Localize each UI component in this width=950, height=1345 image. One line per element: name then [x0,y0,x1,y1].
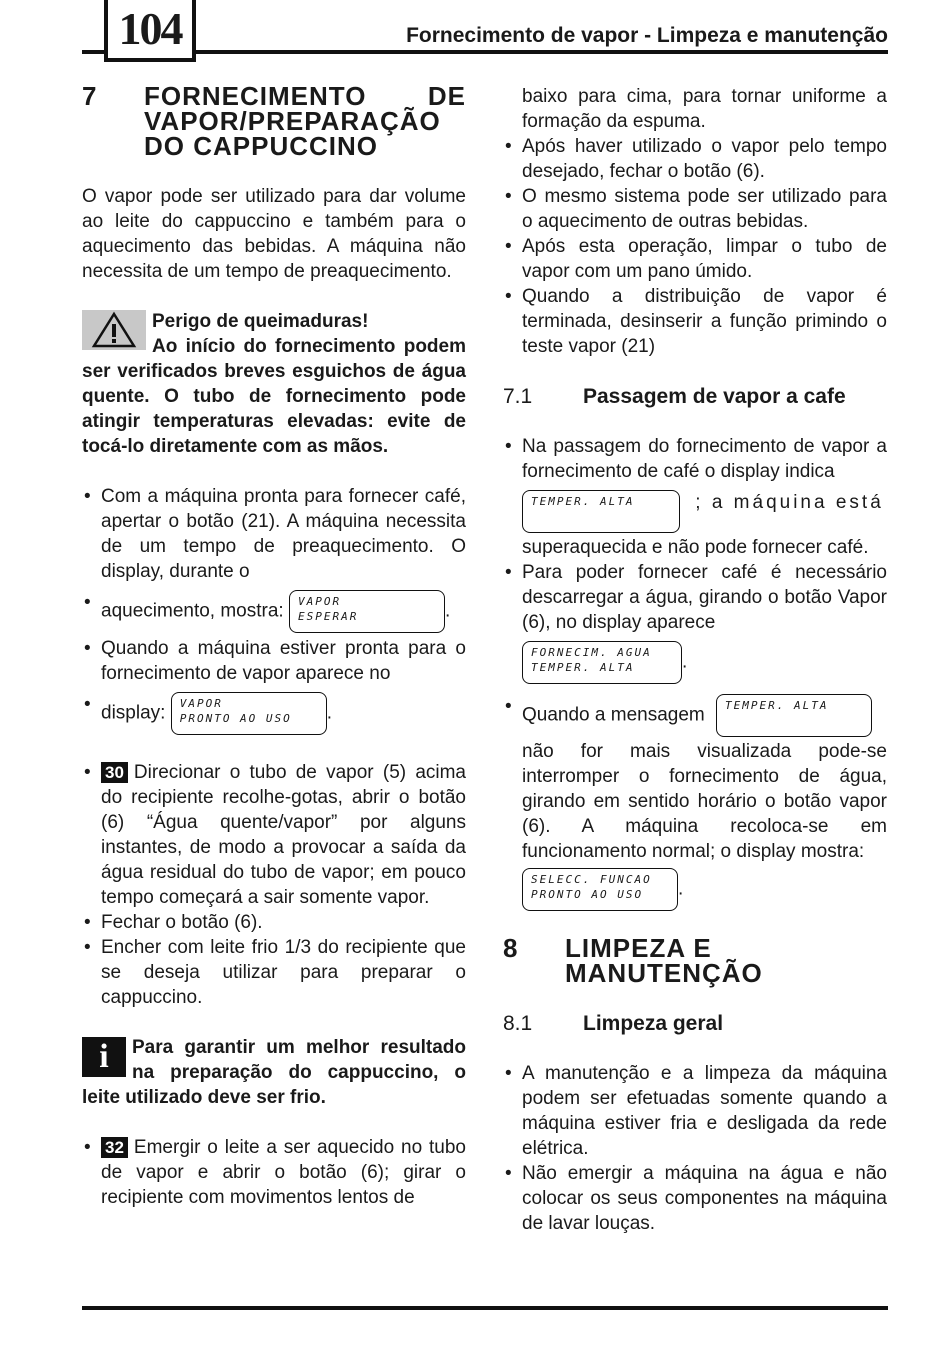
figure-ref-badge: 30 [101,762,128,783]
header-rule [82,50,888,54]
continued-text: baixo para cima, para tornar uniforme a formação da espuma. [522,86,887,132]
list-item: • Fechar o botão (6). [82,910,466,935]
list-item: • 30 Direcionar o tubo de vapor (5) acima do recipiente recolhe-gotas, abrir o botão (6) “Água quente/vapor” por alguns instantes, de modo a provocar a saída da água residual do tubo de vapor; em pouco tempo começará a sair somente vapor. [82,760,466,910]
list-item: • Quando a máquina estiver pronta para o fornecimento de vapor aparece no [82,636,466,686]
list-item: • Na passagem do fornecimento de vapor a fornecimento de café o display indica [503,434,887,484]
lcd-display: FORNECIM. AGUA TEMPER. ALTA [522,641,682,684]
footer-rule [82,1306,888,1310]
warning-text: Ao início do fornecimento podem ser verificados breves esguichos de água quente. O tubo de fornecimento pode atingir temperaturas elevadas: evite de tocá-lo diretamente com as mãos. [82,336,466,457]
list-item: • Para poder fornecer café é necessário descarregar a água, girando o botão Vapor (6), no display aparece [503,560,887,635]
intro-paragraph: O vapor pode ser utilizado para dar volume ao leite do cappuccino e também para o aquecimento das bebidas. A máquina não necessita de um tempo de preaquecimento. [82,186,466,282]
list-item: • Não emergir a máquina na água e não colocar os seus componentes na máquina de lavar louças. [503,1161,887,1236]
list-item: • O mesmo sistema pode ser utilizado para o aquecimento de outras bebidas. [503,184,887,234]
list-text: aquecimento, mostra: [101,600,284,622]
page-number: 104 [118,3,182,54]
running-header-title: Fornecimento de vapor - Limpeza e manutenção [406,24,888,47]
list-text: ; a máquina está [695,492,884,513]
lcd-display: TEMPER. ALTA [716,694,872,737]
section-7-1-heading: 7.1 Passagem de vapor a cafe [503,385,846,408]
list-item: • Após esta operação, limpar o tubo de vapor com um pano úmido. [503,234,887,284]
left-column [82,81,466,1210]
chapter-8-heading: 8 LIMPEZA E MANUTENÇÃO [503,933,763,988]
list-item: • Quando a mensagem TEMPER. ALTA [503,694,887,737]
chapter-title: FORNECIMENTO DE VAPOR/PREPARAÇÃO DO CAPPUCCINO [144,81,466,161]
list-item: • Quando a distribuição de vapor é terminada, desinserir a função primindo o teste vapor (21) [503,284,887,359]
lcd-display: VAPOR ESPERAR [289,590,445,633]
list-item: • Com a máquina pronta para fornecer café, apertar o botão (21). A máquina necessita de um tempo de preaquecimento. O display, durante o [82,484,466,584]
list-item: • Após haver utilizado o vapor pelo tempo desejado, fechar o botão (6). [503,134,887,184]
section-8-1-heading: 8.1 Limpeza geral [503,1012,724,1035]
lcd-display: SELECC. FUNCAO PRONTO AO USO [522,868,678,911]
list-text: superaquecida e não pode fornecer café. [522,537,869,558]
list-item: • Encher com leite frio 1/3 do recipiente que se deseja utilizar para preparar o cappuccino. [82,935,466,1010]
warning-block [82,309,466,459]
chapter-7-heading [82,81,466,161]
list-item: • A manutenção e a limpeza da máquina podem ser efetuadas somente quando a máquina estiver fria e desligada da rede elétrica. [503,1061,887,1161]
lcd-line [503,490,887,533]
lcd-line: SELECC. FUNCAO PRONTO AO USO . [503,868,887,911]
info-block [82,1035,466,1110]
list-item: • display: VAPOR PRONTO AO USO . [82,692,466,735]
lcd-display: TEMPER. ALTA [522,490,680,533]
warning-title: Perigo de queimaduras! [152,311,369,332]
list-text: não for mais visualizada pode-se interromper o fornecimento de água, girando em sentido horário o botão vapor (6). A máquina recoloca-se em funcionamento normal; o display mostra: [522,741,887,862]
chapter-number: 7 [82,81,98,111]
info-icon: i [82,1037,126,1077]
right-column [503,84,887,1236]
list-item: • aquecimento, mostra: VAPOR ESPERAR . [82,590,466,633]
info-text: Para garantir um melhor resultado na preparação do cappuccino, o leite utilizado deve ser frio. [82,1037,466,1108]
list-item: • 32 Emergir o leite a ser aquecido no tubo de vapor e abrir o botão (6); girar o recipiente com movimentos lentos de [82,1135,466,1210]
page-number-box [104,0,196,62]
figure-ref-badge: 32 [101,1137,128,1158]
list-text: display: [101,702,166,724]
lcd-line: FORNECIM. AGUA TEMPER. ALTA . [503,641,887,684]
warning-triangle-icon [82,310,146,350]
lcd-display: VAPOR PRONTO AO USO [171,692,327,735]
